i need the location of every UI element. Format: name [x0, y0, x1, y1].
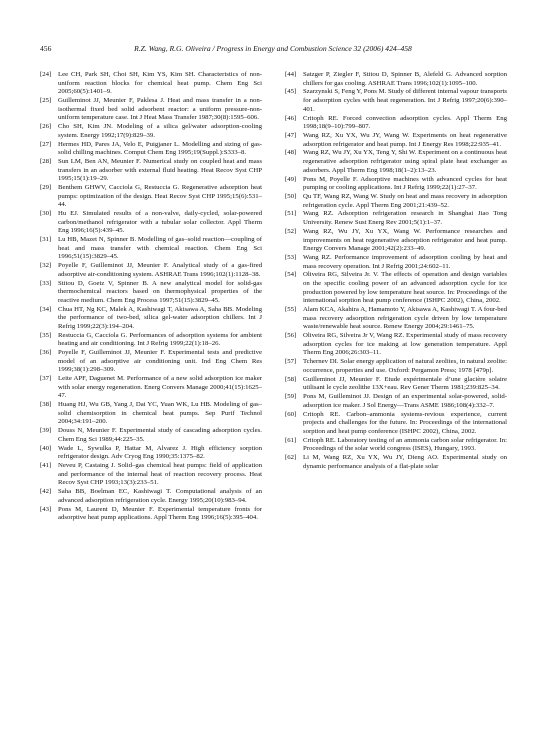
reference-text: Neveu P, Castaing J. Solid–gas chemical heat pumps: field of application and performance of the internal heat of reaction recovery process. Heat Recov Syst CHP 1993;13(3):233–51. — [58, 462, 262, 487]
reference-text: Guilleminot JJ, Meunier F. Etude expérimentale d’une glacière solaire utilisant le cycle zeolithe 13X+eau. Rev Gener Therm 1981;239:825–34. — [303, 375, 507, 392]
reference-item — [285, 393, 507, 410]
reference-text: Douss N, Meunier F. Experimental study of cascading adsorption cycles. Chem Eng Sci 1989;44:225–35. — [58, 427, 262, 443]
reference-item — [40, 236, 262, 262]
reference-text: Poyelle F, Guilleminot JJ, Meunier F. Experimental tests and predictive model of an adsorptive air conditioning unit. Ind Eng Chem Res 1999;38(1):298–309. — [58, 349, 262, 374]
reference-item — [285, 411, 507, 437]
reference-text: Huang HJ, Wu GB, Yang J, Dai YC, Yuan WK, Lu HB. Modeling of gas–solid chemisorption in chemical heat pumps. Sep Purif Technol 2004;34:191–200. — [58, 401, 262, 426]
reference-text: Poyelle F, Guilleminot JJ, Meunier F. Analytical study of a gas-fired adsorptive air-conditioning system. ASHRAE Trans 1996;102(1):1128–38. — [58, 262, 262, 278]
reference-item — [40, 141, 262, 158]
reference-number: [35] — [40, 331, 52, 339]
reference-text: Stitou D, Goetz V, Spinner B. A new analytical model for solid-gas thermochemical reactors based on thermophysical properties of the reactive medium. Chem Eng Process 1997;51(15):3829–45. — [58, 279, 262, 304]
reference-text: Guilleminot JJ, Meunier F, Paklesa J. Heat and mass transfer in a non-isothermal fixed bed solid adsorbent reactor: a uniform pressure-non-uniform temperature case. Int J Heat Mass Transfer 1987;30(8):1595–606. — [58, 97, 262, 122]
reference-text: Szarzynski S, Feng Y, Pons M. Study of different internal vapour transports for adsorption cycles with heat regeneration. Int J Refrig 1997;20(6):390–401. — [303, 88, 507, 113]
reference-number: [32] — [40, 262, 52, 270]
reference-number: [28] — [40, 158, 52, 166]
reference-item — [40, 349, 262, 375]
reference-item — [285, 115, 507, 132]
reference-number: [42] — [40, 488, 52, 496]
reference-text: Qu TF, Wang RZ, Wang W. Study on heat and mass recovery in adsorption refrigeration cycle. Appl Therm Eng 2001;21:439–52. — [303, 193, 507, 209]
reference-item — [285, 254, 507, 271]
reference-item — [285, 210, 507, 227]
reference-item — [285, 176, 507, 193]
reference-item — [40, 123, 262, 140]
reference-item — [40, 332, 262, 349]
reference-text: Hermes HD, Pares JA, Velo E, Puigjaner L. Modelling and sizing of gas-solid chilling machines. Comput Chem Eng 1995;19(Suppl.):S333–8. — [58, 140, 262, 157]
reference-item — [40, 158, 262, 184]
reference-item — [285, 271, 507, 305]
reference-text: Satzger P, Ziegler F, Stitou D, Spinner B, Alefeld G. Advanced sorption chillers for gas cooling. ASHRAE Trans 1996;102(1):1095–100. — [303, 71, 507, 87]
reference-item — [40, 262, 262, 279]
reference-number: [26] — [40, 123, 52, 131]
reference-text: Wang RZ, Wu JY, Xu YX, Wang W. Performance researches and improvements on heat regenerative adsorption refrigerator and heat pump. Energy Convers Manage 2001;42(2):233–49. — [303, 227, 507, 253]
reference-number: [31] — [40, 236, 52, 244]
page-number: 456 — [40, 44, 52, 53]
reference-item — [40, 427, 262, 444]
reference-number: [60] — [285, 410, 297, 418]
reference-item — [40, 184, 262, 210]
reference-text: Tchernev DI. Solar energy application of natural zeolites, in natural zeolite: occurrence, properties and use. Oxford: Pergamon Press; 1978 [479p]. — [303, 358, 507, 374]
reference-number: [56] — [285, 332, 297, 340]
reference-number: [46] — [285, 114, 297, 122]
reference-number: [51] — [285, 210, 297, 218]
reference-number: [30] — [40, 210, 52, 218]
reference-item — [40, 488, 262, 505]
reference-text: Li M, Wang RZ, Xu YX, Wu JY, Dieng AO. Experimental study on dynamic performance analysis of a flat-plate solar — [303, 454, 507, 470]
reference-item — [285, 88, 507, 114]
reference-number: [55] — [285, 306, 297, 314]
references-left-column — [40, 71, 262, 523]
reference-number: [47] — [285, 132, 297, 139]
reference-number: [54] — [285, 271, 297, 279]
reference-text: Benthem GHWV, Cacciola G, Restuccia G. Regenerative adsorption heat pumps: optimization of the design. Heat Recov Syst CHP 1995;15(6):531–44. — [58, 184, 262, 209]
reference-number: [62] — [285, 454, 297, 462]
reference-text: Saha BB, Boelman EC, Kashiwagi T. Computational analysis of an advanced adsorption refrigeration cycle. Energy 1995;20(10):983–94. — [58, 488, 262, 504]
reference-item — [40, 462, 262, 488]
reference-number: [33] — [40, 279, 52, 287]
reference-number: [38] — [40, 401, 52, 409]
reference-item — [40, 375, 262, 401]
reference-number: [40] — [40, 444, 52, 452]
reference-item — [40, 306, 262, 332]
reference-text: Pons M, Laurent D, Meunier F. Experimental temperature fronts for adsorptive heat pump applications. Appl Therm Eng 1996;16(5):395–404. — [58, 505, 262, 522]
reference-number: [45] — [285, 88, 297, 96]
reference-text: Wang RZ, Wu JY, Xu YX, Teng Y, Shi W. Experiment on a continuous heat regenerative adsorption refrigerator using spiral plate heat exchanger as adsorbers. Appl Therm Eng 1998;18(1–2):13–23. — [303, 149, 507, 174]
reference-number: [29] — [40, 184, 52, 192]
reference-number: [57] — [285, 358, 297, 366]
reference-number: [34] — [40, 305, 52, 313]
reference-text: Critoph RE. Carbon–ammonia systems-revious experience, current projects and challenges for the future. In: Proceedings of the international sorption and heat pump conference (ISHPC 2002), China, 2002. — [303, 410, 507, 435]
reference-item — [40, 506, 262, 523]
reference-number: [59] — [285, 393, 297, 401]
reference-number: [48] — [285, 149, 297, 157]
reference-number: [27] — [40, 140, 52, 148]
reference-text: Restuccia G, Cacciola G. Performances of adsorption systems for ambient heating and air conditioning. Int J Refrig 1999;22(1):18–26. — [58, 331, 262, 348]
reference-text: Sun LM, Ben AN, Meunier F. Numerical study on coupled heat and mass transfers in an adsorber with external fluid heating. Heat Recov Syst CHP 1995;15(1):19–29. — [58, 158, 262, 183]
reference-item — [40, 401, 262, 427]
reference-text: Lee CH, Park SH, Choi SH, Kim YS, Kim SH. Characteristics of non-uniform reaction blocks for chemical heat pump. Chem Eng Sci 2005;60(5):1401–9. — [58, 71, 262, 96]
reference-text: Oliveira RG, Silveira Jr V, Wang RZ. Experimental study of mass recovery adsorption cycles for ice making at low generation temperature. Appl Therm Eng 2006;26:303–11. — [303, 332, 507, 357]
reference-item — [285, 193, 507, 210]
reference-number: [37] — [40, 375, 52, 383]
reference-item — [285, 71, 507, 88]
running-head: R.Z. Wang, R.G. Oliveira / Progress in Energy and Combustion Science 32 (2006) 424–458 — [134, 44, 412, 53]
reference-item — [285, 358, 507, 375]
reference-number: [39] — [40, 427, 52, 435]
reference-item — [285, 437, 507, 454]
reference-item — [40, 97, 262, 123]
reference-number: [53] — [285, 254, 297, 261]
reference-number: [49] — [285, 175, 297, 183]
reference-text: Pons M, Poyelle F. Adsorptive machines with advanced cycles for heat pumping or cooling applications. Int J Refrig 1999;22(1):27–37. — [303, 175, 507, 192]
reference-item — [285, 149, 507, 175]
reference-item — [285, 376, 507, 393]
reference-number: [25] — [40, 97, 52, 105]
reference-item — [40, 280, 262, 306]
reference-number: [61] — [285, 436, 297, 444]
reference-item — [285, 454, 507, 471]
reference-text: Alam KCA, Akahira A, Hamamoto Y, Akisawa A, Kashiwagi T. A four-bed mass recovery adsorption refrigeration cycle driven by low temperature waste/renewable heat source. Renew Energy 2004;29:1461–75. — [303, 306, 507, 331]
reference-item — [285, 132, 507, 149]
reference-number: [24] — [40, 71, 52, 78]
reference-number: [36] — [40, 349, 52, 357]
reference-text: Leite APF, Daguenet M. Performance of a new solid adsorption ice maker with solar energy regeneration. Energ Convers Manage 2000;41(15):1625–47. — [58, 375, 262, 400]
reference-number: [43] — [40, 505, 52, 513]
reference-text: Wang RZ, Xu YX, Wu JY, Wang W. Experiments on heat regenerative adsorption refrigerator and heat pump. Int J Energy Res 1998;22:935–41. — [303, 132, 507, 148]
reference-number: [50] — [285, 193, 297, 200]
reference-item — [40, 71, 262, 97]
reference-number: [44] — [285, 71, 297, 78]
reference-item — [40, 445, 262, 462]
reference-text: Hu EJ. Simulated results of a non-valve, daily-cycled, solar-powered carbon/methanol refrigerator with a tubular solar collector. Appl Therm Eng 1996;16(5):439–45. — [58, 210, 262, 235]
reference-item — [40, 210, 262, 236]
reference-item — [285, 228, 507, 254]
reference-text: Wade L, Sywulka P, Hattar M, Alvarez J. High efficiency sorption refrigerator design. Adv Cryog Eng 1990;35:1375–82. — [58, 444, 262, 461]
reference-text: Critoph RE. Laboratory testing of an ammonia carbon solar refrigerator. In: Proceedings of the solar world congress (ISES), Hungary, 1993. — [303, 436, 507, 453]
reference-text: Lu HB, Mazet N, Spinner B. Modelling of gas–solid reaction—coupling of heat and mass transfer with chemical reaction. Chem Eng Sci 1996;51(15):3829–45. — [58, 236, 262, 261]
reference-text: Wang RZ. Performance improvement of adsorption cooling by heat and mass recovery operation. Int J Refrig 2001;24:602–11. — [303, 254, 507, 270]
references-right-column — [285, 71, 507, 472]
reference-item — [285, 332, 507, 358]
reference-text: Wang RZ. Adsorption refrigeration research in Shanghai Jiao Tong University. Renew Sust Energ Rev 2001;5(1):1–37. — [303, 210, 507, 227]
reference-number: [52] — [285, 227, 297, 235]
reference-text: Cho SH, Kim JN. Modeling of a silica gel/water adsorption-cooling system. Energy 1992;17(9):829–39. — [58, 123, 262, 139]
page-header — [40, 44, 506, 56]
reference-text: Critoph RE. Forced convection adsorption cycles. Appl Therm Eng 1998;18(9–10):799–807. — [303, 114, 507, 131]
reference-text: Pons M, Guilleminot JJ. Design of an experimental solar-powered, solid-adsorption ice maker. J Sol Energy—Trans ASME 1986;108(4):332–7. — [303, 393, 507, 409]
reference-item — [285, 306, 507, 332]
reference-text: Chua HT, Ng KC, Malek A, Kashiwagi T, Akisawa A, Saha BB. Modeling the performance of two-bed, silica gel-water adsorption chillers. Int J Refrig 1999;22(3):194–204. — [58, 305, 262, 330]
reference-text: Oliveira RG, Silveira Jr. V. The effects of operation and design variables on the specific cooling power of an advanced adsorption cycle for ice production powered by low temperature heat source. In: Proceedings of the international sorption heat pump conference (ISHPC 2002), China, 2002. — [303, 271, 507, 305]
reference-number: [41] — [40, 462, 52, 470]
reference-number: [58] — [285, 375, 297, 383]
